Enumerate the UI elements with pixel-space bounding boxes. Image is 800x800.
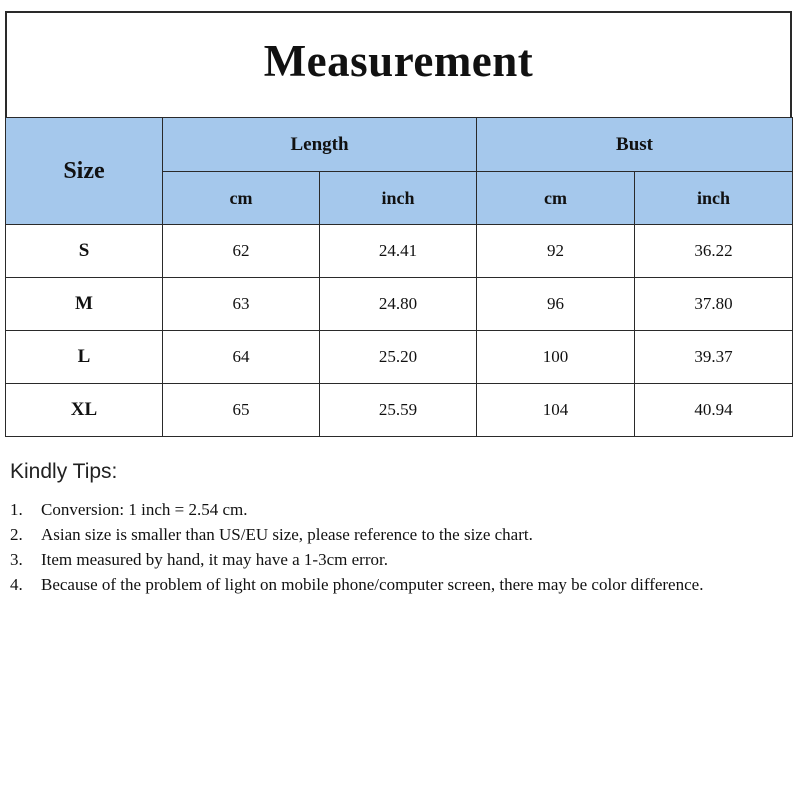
bust-inch-cell: 37.80	[635, 278, 793, 331]
list-item	[10, 497, 780, 522]
tip-number: 1.	[10, 500, 23, 519]
list-item	[10, 522, 780, 547]
bust-cm-cell: 92	[477, 225, 635, 278]
size-cell: M	[6, 278, 163, 331]
tip-number: 3.	[10, 550, 23, 569]
size-column-header: Size	[6, 118, 163, 225]
bust-group-header: Bust	[477, 118, 793, 172]
table-header-row	[6, 118, 793, 172]
bust-cm-header: cm	[477, 172, 635, 225]
table-row	[6, 278, 793, 331]
bust-cm-cell: 104	[477, 384, 635, 437]
page-title: Measurement	[263, 36, 534, 86]
length-inch-cell: 25.59	[320, 384, 477, 437]
tip-text: Item measured by hand, it may have a 1-3cm error.	[41, 550, 388, 569]
length-group-header: Length	[163, 118, 477, 172]
size-cell: S	[6, 225, 163, 278]
size-cell: XL	[6, 384, 163, 437]
length-cm-cell: 64	[163, 331, 320, 384]
length-inch-cell: 25.20	[320, 331, 477, 384]
length-inch-cell: 24.41	[320, 225, 477, 278]
title-box	[5, 11, 792, 117]
list-item	[10, 547, 780, 572]
bust-inch-cell: 39.37	[635, 331, 793, 384]
tips-section	[10, 460, 780, 597]
size-chart-table	[5, 117, 793, 437]
size-cell: L	[6, 331, 163, 384]
table-row	[6, 331, 793, 384]
bust-inch-cell: 36.22	[635, 225, 793, 278]
length-cm-cell: 63	[163, 278, 320, 331]
tip-text: Conversion: 1 inch = 2.54 cm.	[41, 500, 248, 519]
length-inch-cell: 24.80	[320, 278, 477, 331]
list-item	[10, 572, 780, 597]
tip-number: 2.	[10, 525, 23, 544]
length-inch-header: inch	[320, 172, 477, 225]
length-cm-cell: 62	[163, 225, 320, 278]
bust-inch-header: inch	[635, 172, 793, 225]
tip-text: Asian size is smaller than US/EU size, please reference to the size chart.	[41, 525, 533, 544]
bust-cm-cell: 96	[477, 278, 635, 331]
table-row	[6, 225, 793, 278]
tips-heading: Kindly Tips:	[10, 460, 118, 483]
tips-list	[10, 497, 780, 597]
tip-number: 4.	[10, 575, 23, 594]
tip-text: Because of the problem of light on mobile phone/computer screen, there may be color difference.	[41, 575, 704, 594]
table-row	[6, 384, 793, 437]
length-cm-header: cm	[163, 172, 320, 225]
length-cm-cell: 65	[163, 384, 320, 437]
bust-cm-cell: 100	[477, 331, 635, 384]
bust-inch-cell: 40.94	[635, 384, 793, 437]
